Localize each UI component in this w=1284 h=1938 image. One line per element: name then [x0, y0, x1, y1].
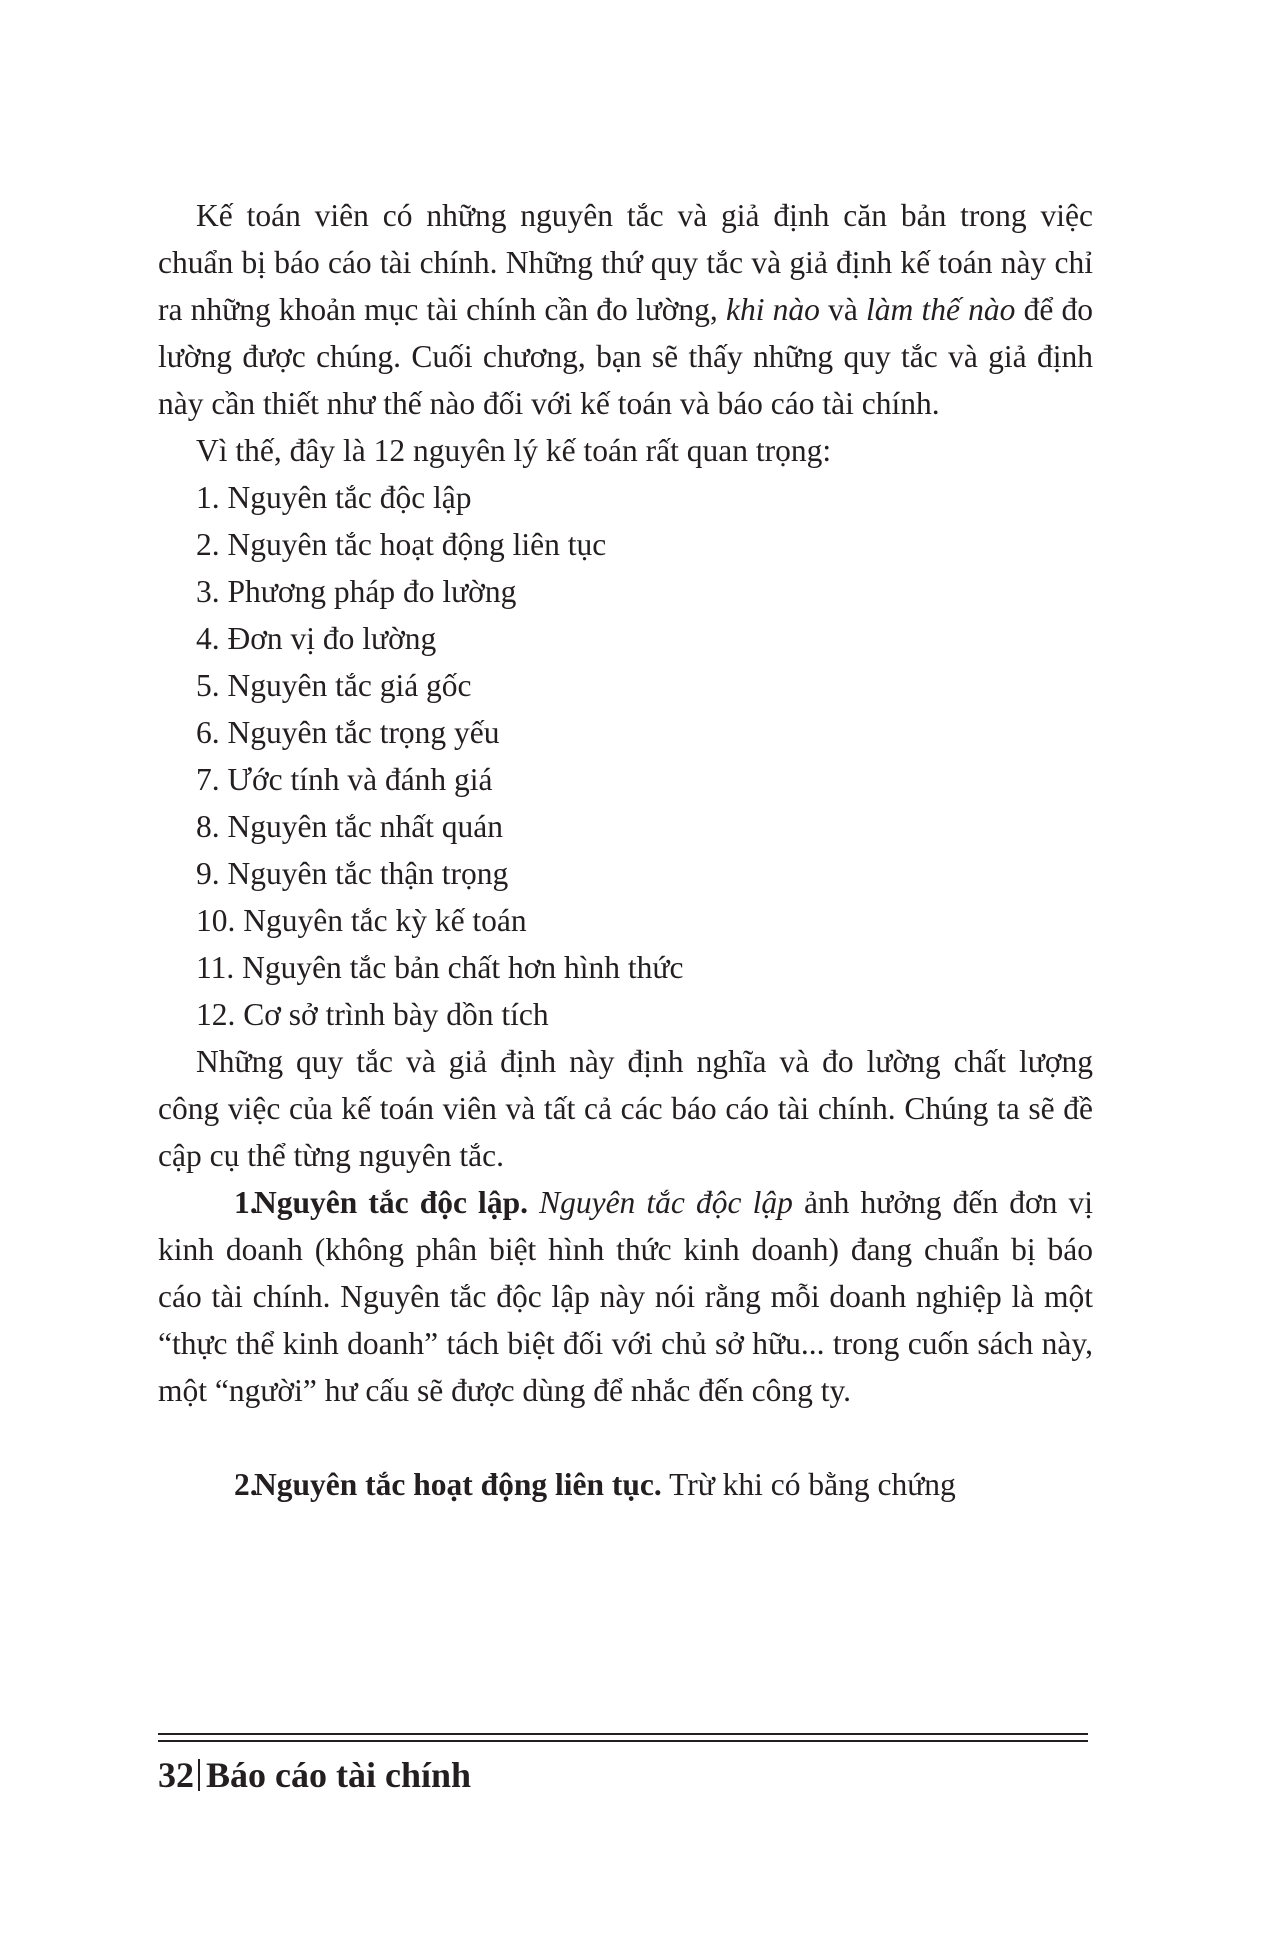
emphasis-when: khi nào: [726, 292, 820, 327]
book-title: Báo cáo tài chính: [206, 1755, 472, 1795]
list-item: 1. Nguyên tắc độc lập: [196, 480, 472, 515]
list-item: 9. Nguyên tắc thận trọng: [196, 856, 509, 891]
section-number: 1.: [234, 1185, 258, 1220]
section-title: Nguyên tắc độc lập.: [254, 1185, 528, 1220]
list-item: 11. Nguyên tắc bản chất hơn hình thức: [196, 950, 684, 985]
footer-rule-bottom: [158, 1740, 1088, 1742]
body-text: [158, 192, 1093, 1508]
intro-paragraph: Kế toán viên có những nguyên tắc và giả định căn bản trong việc chuẩn bị báo cáo tài chính. Những thứ quy tắc và giả định kế toán này chỉ ra những khoản mục tài chính cần đo lường, khi nào và làm thế nào để đo lường được chúng. Cuối chương, bạn sẽ thấy những quy tắc và giả định này cần thiết như thế nào đối với kế toán và báo cáo tài chính.: [158, 198, 1094, 421]
list-item: 3. Phương pháp đo lường: [196, 574, 517, 609]
summary-paragraph: Những quy tắc và giả định này định nghĩa và đo lường chất lượng công việc của kế toán viên và tất cả các báo cáo tài chính. Chúng ta sẽ đề cập cụ thể từng nguyên tắc.: [158, 1044, 1093, 1173]
list-item: 7. Ước tính và đánh giá: [196, 762, 493, 797]
list-item: 4. Đơn vị đo lường: [196, 621, 437, 656]
emphasis-how: làm thế nào: [866, 292, 1016, 327]
section-emphasis: Nguyên tắc độc lập: [539, 1185, 793, 1220]
list-item: 6. Nguyên tắc trọng yếu: [196, 715, 500, 750]
section-number: 2.: [234, 1467, 258, 1502]
page-number: 32: [158, 1755, 194, 1795]
section-going-concern: 2.Nguyên tắc hoạt động liên tục. Trừ khi có bằng chứng: [158, 1461, 1093, 1508]
list-item: 5. Nguyên tắc giá gốc: [196, 668, 472, 703]
list-intro: Vì thế, đây là 12 nguyên lý kế toán rất quan trọng:: [196, 433, 832, 468]
footer-separator: [198, 1759, 200, 1791]
list-item: 10. Nguyên tắc kỳ kế toán: [196, 903, 527, 938]
section-independence: 1.Nguyên tắc độc lập. Nguyên tắc độc lập ảnh hưởng đến đơn vị kinh doanh (không phân biệt hình thức kinh doanh) đang chuẩn bị báo cáo tài chính. Nguyên tắc độc lập này nói rằng mỗi doanh nghiệp là một “thực thể kinh doanh” tách biệt đối với chủ sở hữu... trong cuốn sách này, một “người” hư cấu sẽ được dùng để nhắc đến công ty.: [158, 1179, 1093, 1414]
principles-list: [158, 474, 1093, 1038]
page-footer: [158, 1750, 471, 1800]
list-item: 12. Cơ sở trình bày dồn tích: [196, 997, 549, 1032]
list-item: 8. Nguyên tắc nhất quán: [196, 809, 504, 844]
section-title: Nguyên tắc hoạt động liên tục.: [254, 1467, 662, 1502]
footer-rule-top: [158, 1733, 1088, 1735]
paragraph-gap: [158, 1414, 1093, 1461]
list-item: 2. Nguyên tắc hoạt động liên tục: [196, 527, 607, 562]
